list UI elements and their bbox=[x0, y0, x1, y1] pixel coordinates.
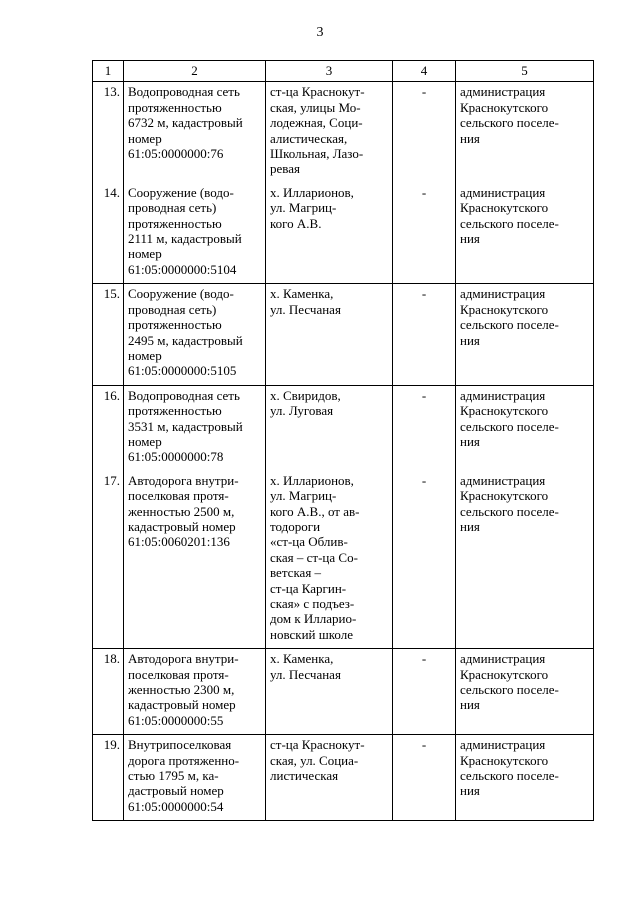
row-number: 19. bbox=[93, 735, 124, 821]
table-row bbox=[93, 471, 594, 649]
holder-line: ния bbox=[460, 433, 480, 449]
object-name-line: 61:05:0060201:136 bbox=[128, 534, 230, 550]
holder-line: администрация bbox=[460, 387, 546, 403]
object-name-line: Внутрипоселковая bbox=[128, 737, 232, 753]
holder-line: администрация bbox=[460, 286, 546, 302]
object-name-line: номер bbox=[128, 246, 162, 262]
address-line: ул. Магриц- bbox=[270, 200, 337, 216]
address-line: ская, улицы Мо- bbox=[270, 99, 361, 115]
object-name-line: Водопроводная сеть bbox=[128, 387, 240, 403]
row-number: 16. bbox=[93, 385, 124, 471]
object-name-line: женностью 2300 м, bbox=[128, 682, 235, 698]
object-name-line: Сооружение (водо- bbox=[128, 184, 234, 200]
object-name-line: поселковая протя- bbox=[128, 666, 229, 682]
address-line: ская – ст-ца Со- bbox=[270, 549, 358, 565]
object-name-cell bbox=[124, 284, 266, 385]
address-line: ул. Магриц- bbox=[270, 488, 337, 504]
address-line: ул. Песчаная bbox=[270, 301, 341, 317]
holder-line: ния bbox=[460, 783, 480, 799]
object-name-line: 61:05:0000000:54 bbox=[128, 798, 224, 814]
object-name-cell bbox=[124, 649, 266, 735]
row-number: 14. bbox=[93, 183, 124, 284]
object-name-line: 3531 м, кадастровый bbox=[128, 418, 243, 434]
object-name-line: стью 1795 м, ка- bbox=[128, 768, 219, 784]
registry-body bbox=[93, 61, 594, 821]
table-row bbox=[93, 183, 594, 284]
object-name-line: поселковая протя- bbox=[128, 488, 229, 504]
object-name-line: проводная сеть) bbox=[128, 200, 217, 216]
object-name-line: 2111 м, кадастровый bbox=[128, 231, 242, 247]
object-name-line: кадастровый номер bbox=[128, 518, 236, 534]
header-col-5: 5 bbox=[456, 61, 594, 82]
holder-line: Краснокутского bbox=[460, 99, 549, 115]
header-col-1: 1 bbox=[93, 61, 124, 82]
table-row bbox=[93, 735, 594, 821]
header-col-3: 3 bbox=[266, 61, 393, 82]
object-name-line: 6732 м, кадастровый bbox=[128, 115, 243, 131]
object-name-line: 61:05:0000000:76 bbox=[128, 146, 224, 162]
address-line: кого А.В., от ав- bbox=[270, 503, 360, 519]
holder-line: ния bbox=[460, 518, 480, 534]
row-number: 13. bbox=[93, 82, 124, 183]
holder-line: Краснокутского bbox=[460, 666, 549, 682]
holder-line: сельского поселе- bbox=[460, 682, 559, 698]
holder-line: ния bbox=[460, 231, 480, 247]
object-name-line: протяженностью bbox=[128, 215, 222, 231]
holder-line: Краснокутского bbox=[460, 403, 549, 419]
holder-line: Краснокутского bbox=[460, 752, 549, 768]
holder-line: сельского поселе- bbox=[460, 115, 559, 131]
address-line: ская» с подъез- bbox=[270, 596, 355, 611]
table-row bbox=[93, 284, 594, 385]
address-line: ул. Песчаная bbox=[270, 666, 341, 682]
object-name-line: Автодорога внутри- bbox=[128, 651, 239, 667]
address-line: «ст-ца Облив- bbox=[270, 534, 348, 550]
address-line: ревая bbox=[270, 161, 300, 177]
object-name-line: 61:05:0000000:5104 bbox=[128, 261, 237, 277]
address-line: ст-ца Каргин- bbox=[270, 580, 347, 596]
object-name-line: 2495 м, кадастровый bbox=[128, 332, 243, 348]
col4-value: - bbox=[393, 471, 456, 649]
address-line: алистическая, bbox=[270, 130, 348, 146]
object-name-line: Сооружение (водо- bbox=[128, 286, 234, 302]
holder-line: сельского поселе- bbox=[460, 215, 559, 231]
object-name-line: дорога протяженно- bbox=[128, 752, 240, 768]
col4-value: - bbox=[393, 183, 456, 284]
address-line: х. Свиридов, bbox=[270, 387, 341, 403]
object-name-line: женностью 2500 м, bbox=[128, 503, 235, 519]
holder-line: Краснокутского bbox=[460, 200, 549, 216]
row-number: 18. bbox=[93, 649, 124, 735]
address-cell bbox=[266, 284, 393, 385]
object-name-cell bbox=[124, 385, 266, 471]
address-line: ст-ца Краснокут- bbox=[270, 84, 365, 100]
holder-cell bbox=[456, 471, 594, 649]
address-line: ская, ул. Социа- bbox=[270, 752, 359, 768]
address-line: х. Каменка, bbox=[270, 286, 334, 302]
holder-cell bbox=[456, 82, 594, 183]
col4-value: - bbox=[393, 735, 456, 821]
table-row bbox=[93, 385, 594, 471]
holder-line: ния bbox=[460, 332, 480, 348]
holder-line: администрация bbox=[460, 472, 546, 488]
holder-cell bbox=[456, 735, 594, 821]
holder-cell bbox=[456, 183, 594, 284]
holder-line: сельского поселе- bbox=[460, 503, 559, 519]
header-col-4: 4 bbox=[393, 61, 456, 82]
address-line: Школьная, Лазо- bbox=[270, 146, 364, 162]
holder-line: администрация bbox=[460, 651, 546, 667]
page-number: 3 bbox=[316, 25, 324, 40]
object-name-line: номер bbox=[128, 347, 162, 363]
table-row bbox=[93, 649, 594, 735]
holder-line: сельского поселе- bbox=[460, 768, 559, 784]
holder-line: сельского поселе- bbox=[460, 418, 559, 434]
holder-line: администрация bbox=[460, 184, 546, 200]
object-name-line: номер bbox=[128, 433, 162, 449]
holder-line: администрация bbox=[460, 737, 546, 753]
address-cell bbox=[266, 82, 393, 183]
object-name-line: Водопроводная сеть bbox=[128, 84, 240, 100]
address-line: х. Илларионов, bbox=[270, 472, 354, 488]
address-cell bbox=[266, 385, 393, 471]
holder-cell bbox=[456, 284, 594, 385]
holder-cell bbox=[456, 649, 594, 735]
address-line: ул. Луговая bbox=[270, 403, 334, 419]
header-col-2: 2 bbox=[124, 61, 266, 82]
object-name-cell bbox=[124, 183, 266, 284]
object-name-line: 61:05:0000000:5105 bbox=[128, 363, 237, 379]
object-name-cell bbox=[124, 471, 266, 649]
object-name-line: Автодорога внутри- bbox=[128, 472, 239, 488]
address-line: лодежная, Соци- bbox=[270, 115, 363, 131]
object-name-cell bbox=[124, 82, 266, 183]
object-name-line: кадастровый номер bbox=[128, 697, 236, 713]
object-name-line: протяженностью bbox=[128, 403, 222, 419]
row-number: 15. bbox=[93, 284, 124, 385]
object-name-cell bbox=[124, 735, 266, 821]
object-name-line: 61:05:0000000:78 bbox=[128, 449, 224, 465]
holder-line: Краснокутского bbox=[460, 301, 549, 317]
address-cell bbox=[266, 183, 393, 284]
col4-value: - bbox=[393, 82, 456, 183]
address-line: х. Каменка, bbox=[270, 651, 334, 667]
table-row bbox=[93, 82, 594, 183]
col4-value: - bbox=[393, 385, 456, 471]
row-number: 17. bbox=[93, 471, 124, 649]
holder-line: ния bbox=[460, 130, 480, 146]
holder-cell bbox=[456, 385, 594, 471]
object-name-line: протяженностью bbox=[128, 99, 222, 115]
holder-line: ния bbox=[460, 697, 480, 713]
address-line: х. Илларионов, bbox=[270, 184, 354, 200]
address-line: ст-ца Краснокут- bbox=[270, 737, 365, 753]
address-line: кого А.В. bbox=[270, 215, 322, 231]
object-name-line: проводная сеть) bbox=[128, 301, 217, 317]
object-name-line: номер bbox=[128, 130, 162, 146]
address-cell bbox=[266, 471, 393, 649]
address-cell bbox=[266, 735, 393, 821]
object-name-line: протяженностью bbox=[128, 317, 222, 333]
holder-line: администрация bbox=[460, 84, 546, 100]
col4-value: - bbox=[393, 284, 456, 385]
object-name-line: дастровый номер bbox=[128, 783, 224, 799]
address-line: дом к Илларио- bbox=[270, 611, 357, 627]
address-line: ветская – bbox=[270, 565, 322, 581]
table-header-row bbox=[93, 61, 594, 82]
holder-line: Краснокутского bbox=[460, 488, 549, 504]
address-line: листическая bbox=[270, 768, 339, 784]
address-line: новский школе bbox=[270, 626, 354, 642]
address-cell bbox=[266, 649, 393, 735]
address-line: тодороги bbox=[270, 518, 321, 534]
object-name-line: 61:05:0000000:55 bbox=[128, 712, 224, 728]
col4-value: - bbox=[393, 649, 456, 735]
holder-line: сельского поселе- bbox=[460, 317, 559, 333]
property-registry-table bbox=[92, 60, 594, 821]
